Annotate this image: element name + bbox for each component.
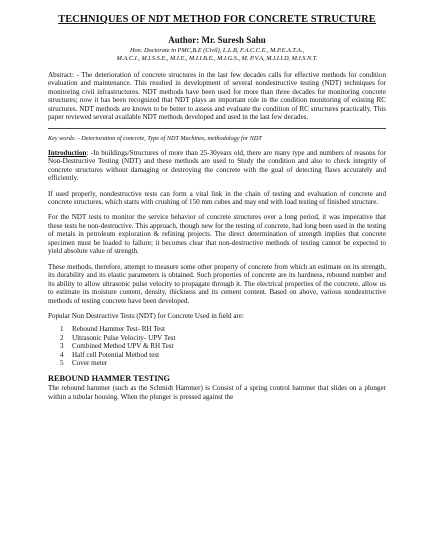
introduction-text: : -In buildings/Structures of more than 25-30years old, there are many type and numbers of reasons for Non-Destructive Testing (NDT) and these methods are used to Study the condition and also to check integrity of concrete structures without damaging or destroying the concrete with the goal of detecting flaws accurately and efficiently. xyxy=(48,148,386,183)
section-heading: REBOUND HAMMER TESTING xyxy=(48,374,171,384)
author-name: Author: Mr. Suresh Sahu xyxy=(168,35,266,45)
list-item-number: 3 xyxy=(60,342,64,351)
list-item-number: 5 xyxy=(60,359,64,368)
list-item xyxy=(60,334,386,342)
keywords-label: Key words: - xyxy=(48,134,80,142)
introduction-heading: Introduction xyxy=(48,148,87,157)
author-affiliation xyxy=(48,47,386,63)
list-item-label: Rebound Hammer Test- RH Test xyxy=(72,325,165,334)
list-item-number: 2 xyxy=(60,333,64,342)
abstract: Abstract: - The deterioration of concrete structures in the last few decades calls for effective methods for condition evaluation and maintenance. This resulted in development of several nondestructive testing (NDT) techniques for monitoring civil infrastructures. NDT methods have been used for more than three decades for monitoring concrete structures; now it has been recognized that NDT plays an important role in the condition monitoring of existing RC structures. NDT methods are known to be better to assess and evaluate the condition of RC structures practically. This paper reviewed several available NDT methods developed and used in the last few decades. xyxy=(48,71,386,122)
abstract-divider xyxy=(48,128,386,129)
list-item-label: Ultrasonic Pulse Velocity- UPV Test xyxy=(72,333,176,342)
affiliation-line-2: M.A.C.I., M.I.S.S.E., M.I.E., M.I.I.B.E., M.I.G.S., M. P.V.A, M.I.I.I.D, M.I.S.N.T. xyxy=(116,55,318,62)
paragraph-2: If used properly, nondestructive tests can form a vital link in the chain of testing and evaluation of concrete and concrete structures, which starts with crushing of 150 mm cubes and may end with load testing of finished structure. xyxy=(48,189,386,206)
paragraph-3: For the NDT tests to monitor the service behavior of concrete structures over a long period, it was imperative that these tests be non-destructive. This approach, though new for the testing of concrete, had long been used in the testing of metals in petroleum exploration & refining projects. The direct determination of strength implies that concrete specimen must be loaded to failure; it becomes clear that non-destructive methods of testing cannot be expected to yield absolute value of strength. xyxy=(48,213,386,256)
keywords-text: Deterioration of concrete, Type of NDT Machines, methodology for NDT xyxy=(81,134,262,142)
paragraph-4: These methods, therefore, attempt to measure some other property of concrete from which an estimate on its strength, its durability and its elastic parameters is obtained. Such properties of concrete are its hardness, rebound number and its ability to allow ultrasonic pulse velocity to propagate through it. The electrical properties of the concrete, allow us to estimate its moisture content, density, thickness and its cement content. Based on above, various nondestructive methods of testing concrete have been developed. xyxy=(48,262,386,305)
list-item xyxy=(60,342,386,350)
paper-title: TECHNIQUES OF NDT METHOD FOR CONCRETE STRUCTURE xyxy=(58,14,376,25)
keywords xyxy=(48,135,386,143)
affiliation-line-1: Hon. Doctorate in PMC,B.E (Civil), L.L.B, F.A.C.C.E., M.P.E.A.T.A., xyxy=(129,47,305,54)
list-item-number: 4 xyxy=(60,350,64,359)
list-item xyxy=(60,351,386,359)
list-item xyxy=(60,325,386,333)
list-item-label: Combined Method UPV & RH Test xyxy=(72,342,174,351)
list-item xyxy=(60,359,386,367)
list-item-number: 1 xyxy=(60,325,64,334)
introduction-paragraph xyxy=(48,149,386,183)
list-item-label: Cover meter xyxy=(72,359,108,368)
list-intro: Popular Non Destructive Tests (NDT) for Concrete Used in field are: xyxy=(48,311,244,320)
ndt-test-list xyxy=(60,325,386,367)
section-paragraph: The rebound hammer (such as the Schmidt Hammer) is Consist of a spring control hammer that slides on a plunger within a tubular housing. When the plunger is pressed against the xyxy=(48,384,386,401)
list-item-label: Half cell Potential Method test xyxy=(72,350,160,359)
